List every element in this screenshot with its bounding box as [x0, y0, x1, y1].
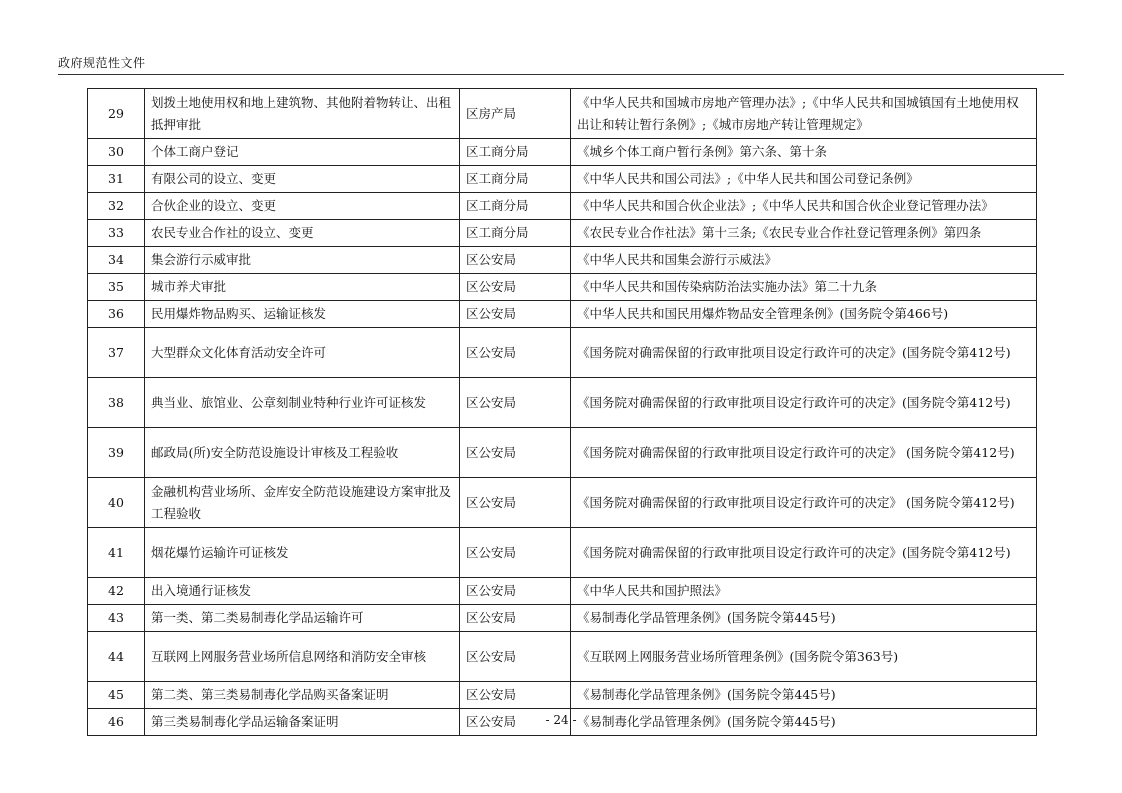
- department: 区公安局: [460, 478, 571, 528]
- approval-item: 出入境通行证核发: [145, 578, 460, 605]
- table-row: [88, 166, 1037, 193]
- page-number: - 24 -: [545, 713, 577, 727]
- approval-item: 民用爆炸物品购买、运输证核发: [145, 301, 460, 328]
- legal-basis: 《中华人民共和国公司法》;《中华人民共和国公司登记条例》: [571, 166, 1037, 193]
- approval-item: 典当业、旅馆业、公章刻制业特种行业许可证核发: [145, 378, 460, 428]
- department: 区房产局: [460, 89, 571, 139]
- table-row: [88, 578, 1037, 605]
- row-number: 39: [88, 428, 145, 478]
- approval-item: 集会游行示威审批: [145, 247, 460, 274]
- legal-basis: 《易制毒化学品管理条例》(国务院令第445号): [571, 709, 1037, 736]
- department: 区公安局: [460, 328, 571, 378]
- table-body: [88, 89, 1037, 736]
- row-number: 44: [88, 632, 145, 682]
- department: 区公安局: [460, 528, 571, 578]
- row-number: 35: [88, 274, 145, 301]
- table-row: [88, 193, 1037, 220]
- table-row: [88, 220, 1037, 247]
- department: 区公安局: [460, 709, 571, 736]
- approval-item: 划拨土地使用权和地上建筑物、其他附着物转让、出租抵押审批: [145, 89, 460, 139]
- legal-basis: 《国务院对确需保留的行政审批项目设定行政许可的决定》 (国务院令第412号): [571, 478, 1037, 528]
- legal-basis: 《城乡个体工商户暂行条例》第六条、第十条: [571, 139, 1037, 166]
- department: 区工商分局: [460, 139, 571, 166]
- row-number: 30: [88, 139, 145, 166]
- table-row: [88, 378, 1037, 428]
- department: 区公安局: [460, 578, 571, 605]
- table-row: [88, 605, 1037, 632]
- row-number: 29: [88, 89, 145, 139]
- table-row: [88, 478, 1037, 528]
- approval-item: 合伙企业的设立、变更: [145, 193, 460, 220]
- row-number: 38: [88, 378, 145, 428]
- row-number: 40: [88, 478, 145, 528]
- table-row: [88, 632, 1037, 682]
- legal-basis: 《易制毒化学品管理条例》(国务院令第445号): [571, 605, 1037, 632]
- approval-item: 农民专业合作社的设立、变更: [145, 220, 460, 247]
- legal-basis: 《中华人民共和国传染病防治法实施办法》第二十九条: [571, 274, 1037, 301]
- department: 区工商分局: [460, 220, 571, 247]
- row-number: 37: [88, 328, 145, 378]
- legal-basis: 《中华人民共和国集会游行示威法》: [571, 247, 1037, 274]
- header-divider: [58, 74, 1064, 75]
- approval-item: 第一类、第二类易制毒化学品运输许可: [145, 605, 460, 632]
- legal-basis: 《中华人民共和国护照法》: [571, 578, 1037, 605]
- row-number: 46: [88, 709, 145, 736]
- table-row: [88, 139, 1037, 166]
- legal-basis: 《国务院对确需保留的行政审批项目设定行政许可的决定》 (国务院令第412号): [571, 428, 1037, 478]
- table-row: [88, 89, 1037, 139]
- legal-basis: 《中华人民共和国民用爆炸物品安全管理条例》(国务院令第466号): [571, 301, 1037, 328]
- department: 区公安局: [460, 428, 571, 478]
- legal-basis: 《国务院对确需保留的行政审批项目设定行政许可的决定》(国务院令第412号): [571, 328, 1037, 378]
- department: 区工商分局: [460, 193, 571, 220]
- legal-basis: 《互联网上网服务营业场所管理条例》(国务院令第363号): [571, 632, 1037, 682]
- table-row: [88, 301, 1037, 328]
- department: 区公安局: [460, 605, 571, 632]
- row-number: 43: [88, 605, 145, 632]
- department: 区公安局: [460, 247, 571, 274]
- department: 区公安局: [460, 632, 571, 682]
- row-number: 45: [88, 682, 145, 709]
- department: 区公安局: [460, 274, 571, 301]
- department: 区公安局: [460, 378, 571, 428]
- header-title: 政府规范性文件: [58, 56, 146, 70]
- row-number: 32: [88, 193, 145, 220]
- row-number: 42: [88, 578, 145, 605]
- department: 区公安局: [460, 301, 571, 328]
- legal-basis: 《农民专业合作社法》第十三条;《农民专业合作社登记管理条例》第四条: [571, 220, 1037, 247]
- table-row: [88, 528, 1037, 578]
- approval-item: 有限公司的设立、变更: [145, 166, 460, 193]
- approval-item: 邮政局(所)安全防范设施设计审核及工程验收: [145, 428, 460, 478]
- table-row: [88, 328, 1037, 378]
- approval-item: 烟花爆竹运输许可证核发: [145, 528, 460, 578]
- row-number: 34: [88, 247, 145, 274]
- legal-basis: 《国务院对确需保留的行政审批项目设定行政许可的决定》(国务院令第412号): [571, 528, 1037, 578]
- approval-item: 金融机构营业场所、金库安全防范设施建设方案审批及工程验收: [145, 478, 460, 528]
- approval-item: 大型群众文化体育活动安全许可: [145, 328, 460, 378]
- approval-item: 第二类、第三类易制毒化学品购买备案证明: [145, 682, 460, 709]
- row-number: 31: [88, 166, 145, 193]
- table-row: [88, 682, 1037, 709]
- approval-item: 城市养犬审批: [145, 274, 460, 301]
- approval-items-table: [87, 88, 1037, 736]
- approval-item: 第三类易制毒化学品运输备案证明: [145, 709, 460, 736]
- department: 区工商分局: [460, 166, 571, 193]
- table-row: [88, 428, 1037, 478]
- legal-basis: 《中华人民共和国合伙企业法》;《中华人民共和国合伙企业登记管理办法》: [571, 193, 1037, 220]
- legal-basis: 《易制毒化学品管理条例》(国务院令第445号): [571, 682, 1037, 709]
- legal-basis: 《中华人民共和国城市房地产管理办法》;《中华人民共和国城镇国有土地使用权出让和转让暂行条例》;《城市房地产转让管理规定》: [571, 89, 1037, 139]
- row-number: 33: [88, 220, 145, 247]
- department: 区公安局: [460, 682, 571, 709]
- legal-basis: 《国务院对确需保留的行政审批项目设定行政许可的决定》(国务院令第412号): [571, 378, 1037, 428]
- approval-item: 个体工商户登记: [145, 139, 460, 166]
- table-row: [88, 247, 1037, 274]
- row-number: 36: [88, 301, 145, 328]
- table-row: [88, 274, 1037, 301]
- approval-item: 互联网上网服务营业场所信息网络和消防安全审核: [145, 632, 460, 682]
- row-number: 41: [88, 528, 145, 578]
